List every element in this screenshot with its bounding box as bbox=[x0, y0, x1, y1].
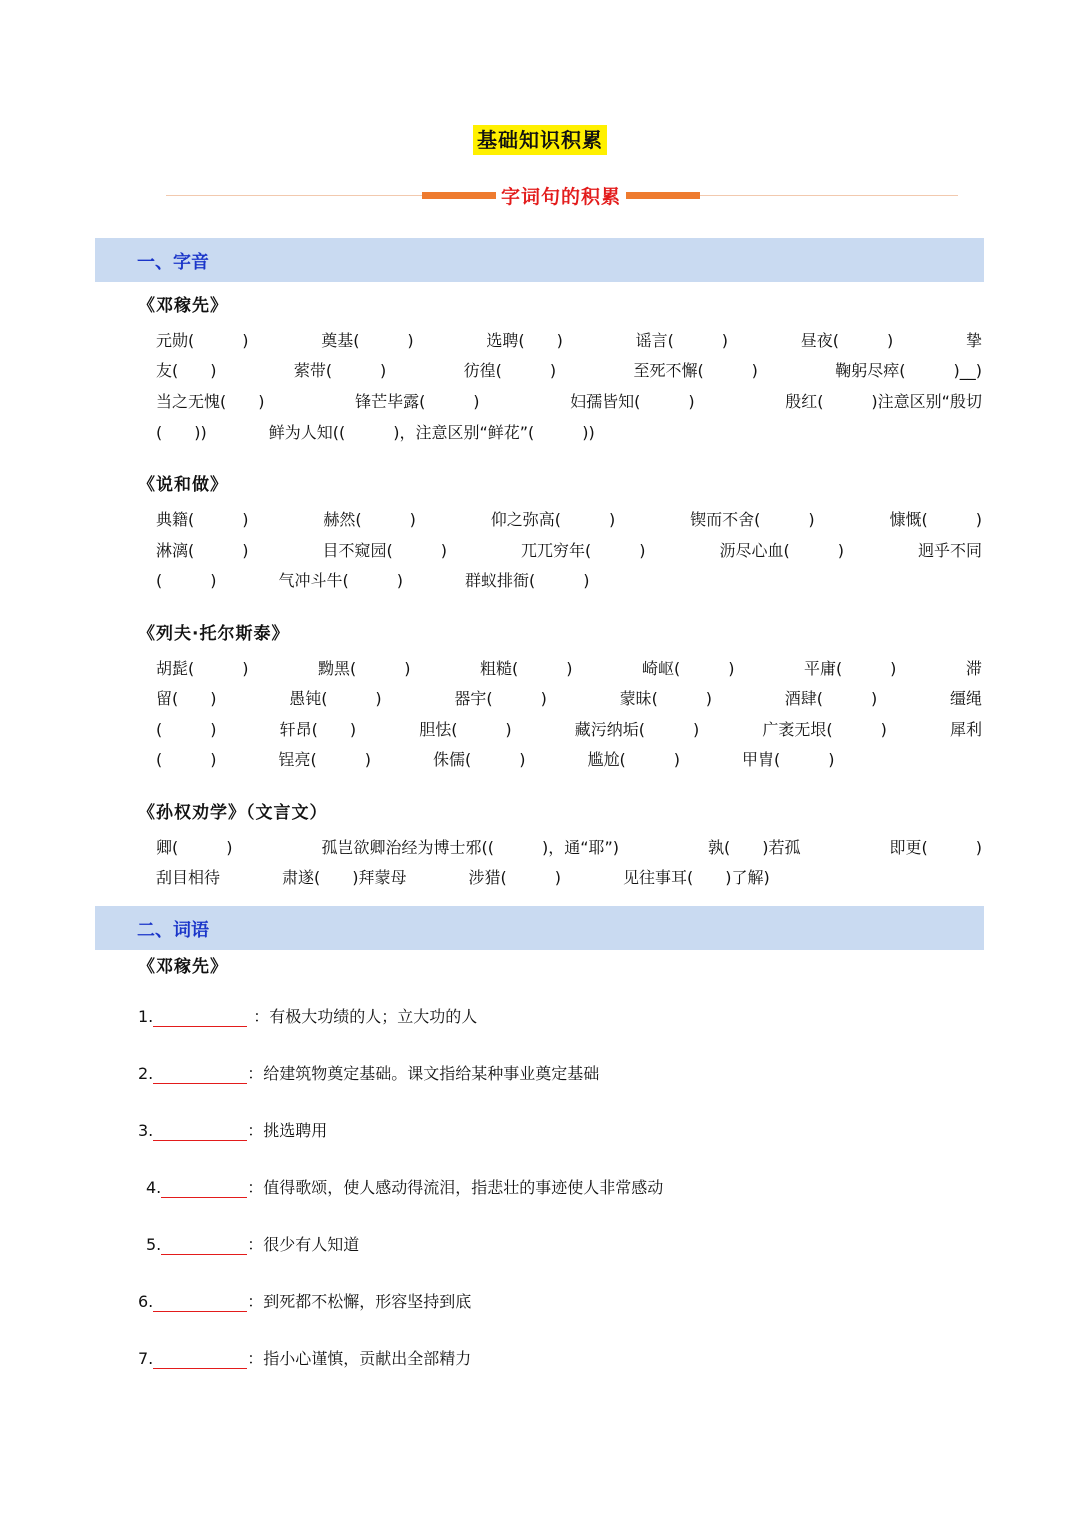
pinyin-row bbox=[156, 568, 982, 592]
answer-blank[interactable] bbox=[153, 1122, 247, 1141]
pinyin-item: 侏儒( ) bbox=[433, 750, 526, 769]
pinyin-row bbox=[156, 747, 982, 771]
pinyin-item: 肃遂( )拜蒙母 bbox=[282, 868, 407, 887]
pinyin-item: 锃亮( ) bbox=[278, 750, 371, 769]
pinyin-row bbox=[156, 358, 982, 382]
definition-text: ：到死都不松懈，形容坚持到底 bbox=[247, 1292, 472, 1311]
pinyin-item: 胡髭( ) bbox=[156, 659, 249, 678]
pinyin-item: 鲜为人知(( )，注意区别“鲜花”( )) bbox=[268, 423, 595, 442]
pinyin-item: 刮目相待 bbox=[156, 868, 221, 887]
pinyin-item: 当之无愧( ) bbox=[156, 392, 265, 411]
lesson-title: 《邓稼先》 bbox=[138, 296, 228, 316]
pinyin-item: 胆怯( ) bbox=[419, 720, 512, 739]
pinyin-item: ( ) bbox=[156, 720, 217, 739]
pinyin-item: 涉猎( ) bbox=[468, 868, 562, 887]
pinyin-item: 奠基( ) bbox=[321, 331, 414, 350]
pinyin-row bbox=[156, 507, 982, 531]
pinyin-item: 气冲斗牛( ) bbox=[278, 571, 403, 590]
pinyin-item: 沥尽心血( ) bbox=[719, 541, 844, 560]
pinyin-item: 挚 bbox=[965, 331, 982, 350]
definition-item bbox=[146, 1175, 663, 1198]
pinyin-item: 崎岖( ) bbox=[641, 659, 735, 678]
pinyin-item: 藏污纳垢( ) bbox=[574, 720, 700, 739]
pinyin-item: 器宇( ) bbox=[454, 689, 547, 708]
pinyin-item: 兀兀穷年( ) bbox=[520, 541, 646, 560]
pinyin-item: 昼夜( ) bbox=[800, 331, 894, 350]
pinyin-row bbox=[156, 389, 982, 413]
pinyin-item: 平庸( ) bbox=[803, 659, 897, 678]
definition-text: ：给建筑物奠定基础。课文指给某种事业奠定基础 bbox=[247, 1064, 600, 1083]
pinyin-item: 选聘( ) bbox=[486, 331, 563, 350]
definition-item bbox=[138, 1061, 599, 1084]
page-title-text: 基础知识积累 bbox=[473, 125, 607, 155]
pinyin-item: 赫然( ) bbox=[323, 510, 416, 529]
pinyin-item: 萦带( ) bbox=[293, 361, 387, 380]
pinyin-item: 酒肆( ) bbox=[784, 689, 878, 708]
definition-text: ：挑选聘用 bbox=[247, 1121, 328, 1140]
pinyin-item: 彷徨( ) bbox=[463, 361, 557, 380]
pinyin-row bbox=[156, 328, 982, 352]
lesson-title: 《孙权劝学》（文言文） bbox=[138, 803, 328, 823]
section-heading-vocabulary bbox=[95, 906, 984, 950]
pinyin-item: 锲而不舍( ) bbox=[690, 510, 815, 529]
pinyin-item: ( )) bbox=[156, 423, 207, 442]
definition-item bbox=[138, 1118, 327, 1141]
pinyin-item: 锋芒毕露( ) bbox=[355, 392, 480, 411]
answer-blank[interactable] bbox=[153, 1350, 247, 1369]
pinyin-item: 缰绳 bbox=[949, 689, 982, 708]
pinyin-item: 淋漓( ) bbox=[156, 541, 249, 560]
section-heading-text: 一、字音 bbox=[137, 252, 209, 273]
lesson-title: 《列夫·托尔斯泰》 bbox=[138, 624, 290, 644]
subtitle-bar-right bbox=[626, 192, 700, 199]
item-number: 5. bbox=[146, 1235, 162, 1254]
definition-item bbox=[138, 1346, 471, 1369]
item-number: 1. bbox=[138, 1007, 154, 1026]
pinyin-item: 滞 bbox=[965, 659, 982, 678]
item-number: 7. bbox=[138, 1349, 154, 1368]
section-heading-pronunciation bbox=[95, 238, 984, 282]
pinyin-item: 尴尬( ) bbox=[587, 750, 680, 769]
pinyin-row bbox=[156, 717, 982, 741]
pinyin-item: 甲胄( ) bbox=[742, 750, 835, 769]
pinyin-item: 谣言( ) bbox=[635, 331, 729, 350]
definition-item bbox=[146, 1232, 359, 1255]
definition-item bbox=[138, 1004, 477, 1027]
pinyin-item: 至死不懈( ) bbox=[633, 361, 758, 380]
pinyin-row bbox=[156, 865, 982, 889]
definition-text: ：有极大功绩的人；立大功的人 bbox=[253, 1007, 478, 1026]
subtitle-banner bbox=[166, 178, 958, 212]
pinyin-row bbox=[156, 835, 982, 859]
pinyin-item: 孰( )若孤 bbox=[708, 838, 801, 857]
pinyin-item: 留( ) bbox=[156, 689, 217, 708]
item-number: 2. bbox=[138, 1064, 154, 1083]
pinyin-item: 犀利 bbox=[949, 720, 982, 739]
pinyin-item: 愚钝( ) bbox=[289, 689, 382, 708]
pinyin-item: ( ) bbox=[156, 750, 217, 769]
definition-item bbox=[138, 1289, 471, 1312]
pinyin-row bbox=[156, 686, 982, 710]
pinyin-row bbox=[156, 420, 982, 444]
item-number: 3. bbox=[138, 1121, 154, 1140]
pinyin-item: 见往事耳( )了解) bbox=[623, 868, 770, 887]
pinyin-item: 慷慨( ) bbox=[889, 510, 982, 529]
lesson-title: 《邓稼先》 bbox=[138, 957, 228, 977]
definition-text: ：指小心谨慎，贡献出全部精力 bbox=[247, 1349, 472, 1368]
definition-text: ：很少有人知道 bbox=[247, 1235, 360, 1254]
pinyin-item: 黝黑( ) bbox=[317, 659, 411, 678]
pinyin-item: 轩昂( ) bbox=[279, 720, 357, 739]
pinyin-item: 目不窥园( ) bbox=[322, 541, 447, 560]
pinyin-row bbox=[156, 538, 982, 562]
pinyin-item: 元勋( ) bbox=[156, 331, 249, 350]
answer-blank[interactable] bbox=[161, 1179, 247, 1198]
answer-blank[interactable] bbox=[153, 1065, 247, 1084]
answer-blank[interactable] bbox=[153, 1293, 247, 1312]
pinyin-item: 殷红( )注意区别“殷切 bbox=[785, 392, 982, 411]
subtitle-bar-left bbox=[422, 192, 496, 199]
pinyin-item: 仰之弥高( ) bbox=[490, 510, 616, 529]
answer-blank[interactable] bbox=[153, 1008, 247, 1027]
pinyin-item: 卿( ) bbox=[156, 838, 233, 857]
page-title bbox=[0, 124, 1080, 153]
pinyin-item: 孤岂欲卿治经为博士邪(( )，通“耶”) bbox=[321, 838, 620, 857]
pinyin-item: 即更( ) bbox=[889, 838, 982, 857]
answer-blank[interactable] bbox=[161, 1236, 247, 1255]
pinyin-item: 典籍( ) bbox=[156, 510, 249, 529]
section-heading-text: 二、词语 bbox=[137, 920, 209, 941]
pinyin-item: 粗糙( ) bbox=[479, 659, 573, 678]
pinyin-item: 蒙昧( ) bbox=[619, 689, 713, 708]
pinyin-item: 迥乎不同 bbox=[917, 541, 982, 560]
pinyin-row bbox=[156, 656, 982, 680]
pinyin-item: 友( ) bbox=[156, 361, 217, 380]
pinyin-item: 鞠躬尽瘁( )__) bbox=[835, 361, 982, 380]
lesson-title: 《说和做》 bbox=[138, 475, 228, 495]
subtitle-text: 字词句的积累 bbox=[496, 182, 626, 209]
item-number: 6. bbox=[138, 1292, 154, 1311]
pinyin-item: 群蚁排衙( ) bbox=[465, 571, 590, 590]
pinyin-item: 广袤无垠( ) bbox=[762, 720, 887, 739]
pinyin-item: ( ) bbox=[156, 571, 217, 590]
pinyin-item: 妇孺皆知( ) bbox=[570, 392, 695, 411]
definition-text: ：值得歌颂，使人感动得流泪，指悲壮的事迹使人非常感动 bbox=[247, 1178, 664, 1197]
item-number: 4. bbox=[146, 1178, 162, 1197]
